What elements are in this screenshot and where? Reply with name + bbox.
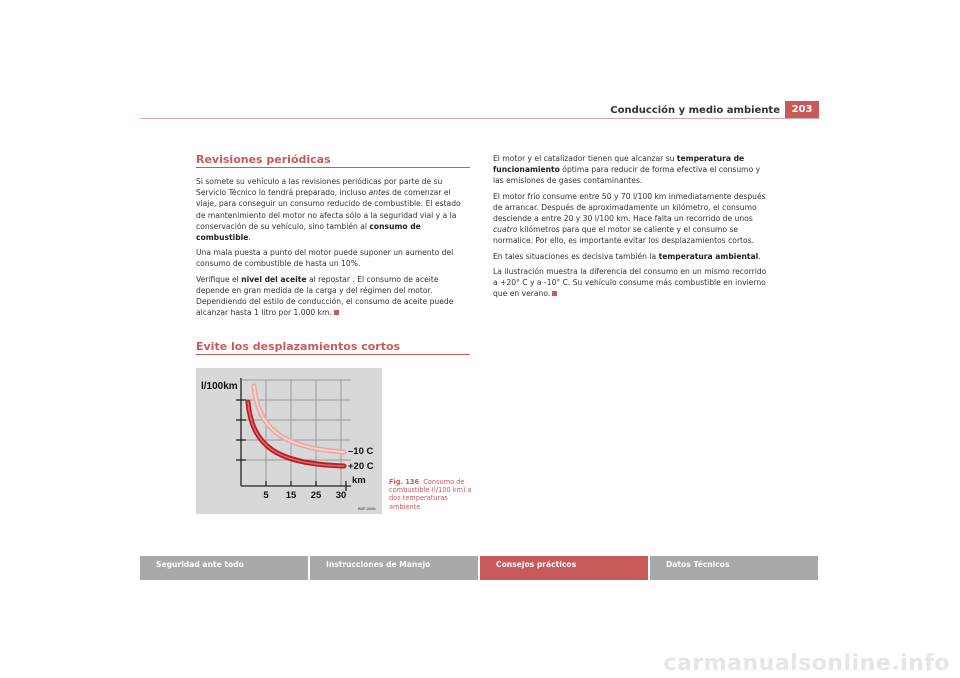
paragraph: Una mala puesta a punto del motor puede suponer un aumento del consumo de combustible de hasta un 10%. [196,248,454,269]
x-tick-label: 15 [285,490,297,501]
x-tick-label: 5 [263,490,269,501]
tab-datos[interactable]: Datos Técnicos [650,556,818,580]
text-run: de comenzar el viaje, para conseguir un consumo reducido de combustible. El estado de mantenimiento del motor no afecta sólo a la seguridad vial y a la conservación de su vehículo, sino también al [196,188,461,231]
text-run: El motor frío consume entre 50 y 70 l/100 km inmediatamente después de arrancar. Después de aproximadamente un kilómetro, el consumo desciende a entre 20 y 30 l/100 km. Hace falta un recorrido de unos [493,191,766,224]
curve-label-warm: +20 C [348,461,374,472]
left-column [196,176,472,322]
text-run: Si somete su vehículo a las revisiones periódicas por parte de su Servicio Técnico lo tendrá preparado, incluso [196,177,443,198]
paragraph [493,266,769,300]
text-run: nivel del aceite [241,274,307,284]
page-number: 203 [785,101,819,118]
curve-minus-10 [254,386,344,452]
x-axis-label: km [352,475,366,486]
figure-caption [389,478,481,511]
text-run: temperatura ambiental [658,251,759,261]
consumption-diagram [196,368,382,514]
tab-instrucciones[interactable]: Instrucciones de Manejo [310,556,478,580]
section-rule-1 [196,167,470,168]
paragraph [493,153,769,187]
end-of-section-mark [552,291,557,296]
caption-label: Fig. 136 [389,478,420,486]
text-run: al repostar . El consumo de aceite depende en gran medida de la carga y del régimen del motor. Dependiendo del estilo de conducción, el consumo de aceite puede alcanzar hasta 1 litro por 1.000 km. [196,274,454,318]
consumption-figure [196,368,382,514]
section-heading-revisiones: Revisiones periódicas [196,153,331,166]
paragraph [493,251,769,262]
footer-tabs [140,556,818,580]
text-run: cuatro [493,225,518,235]
section-heading-desplazamientos: Evite los desplazamientos cortos [196,340,401,353]
right-column [493,153,769,303]
text-run: En tales situaciones es decisiva también la [493,251,659,261]
caption-text: Consumo de combustible (l/100 km) a dos temperaturas ambiente [389,478,472,511]
x-tick-label: 25 [310,490,322,501]
paragraph-text [196,275,453,318]
text-run: El motor y el catalizador tienen que alcanzar su [493,154,677,163]
curve-label-cold: –10 C [348,446,374,457]
section-rule-2 [196,354,470,355]
watermark: carmanualsonline.info [663,651,950,676]
text-run: consumo de combustible [196,221,421,243]
header-title: Conducción y medio ambiente [610,105,780,116]
paragraph [196,176,472,243]
text-run: kilómetros para que el motor se caliente y el consumo se normalice. Por ello, es importante evitar los desplazamientos cortos. [493,225,755,246]
tab-consejos[interactable]: Consejos prácticos [480,556,648,580]
header-rule [140,118,820,119]
text-run: . [758,251,761,261]
tab-seguridad[interactable]: Seguridad ante todo [140,556,308,580]
y-axis-label: l/100km [201,381,238,392]
paragraph [493,191,769,247]
end-of-section-mark [334,310,339,315]
text-run: óptima para reducir de forma efectiva el consumo y las emisiones de gases contaminantes. [493,165,761,186]
text-run: Verifique el [196,274,242,284]
text-run: temperatura de funcionamiento [493,154,745,175]
text-run: antes [368,188,390,198]
x-tick-label: 30 [335,490,347,501]
figure-code: B5F-0096 [358,506,376,511]
paragraph [196,274,472,319]
paragraph-text: La ilustración muestra la diferencia del consumo en un mismo recorrido a +20° C y a -10° C. Su vehículo consume más combustible en invierno que en verano. [493,266,767,299]
text-run: . [248,233,251,243]
